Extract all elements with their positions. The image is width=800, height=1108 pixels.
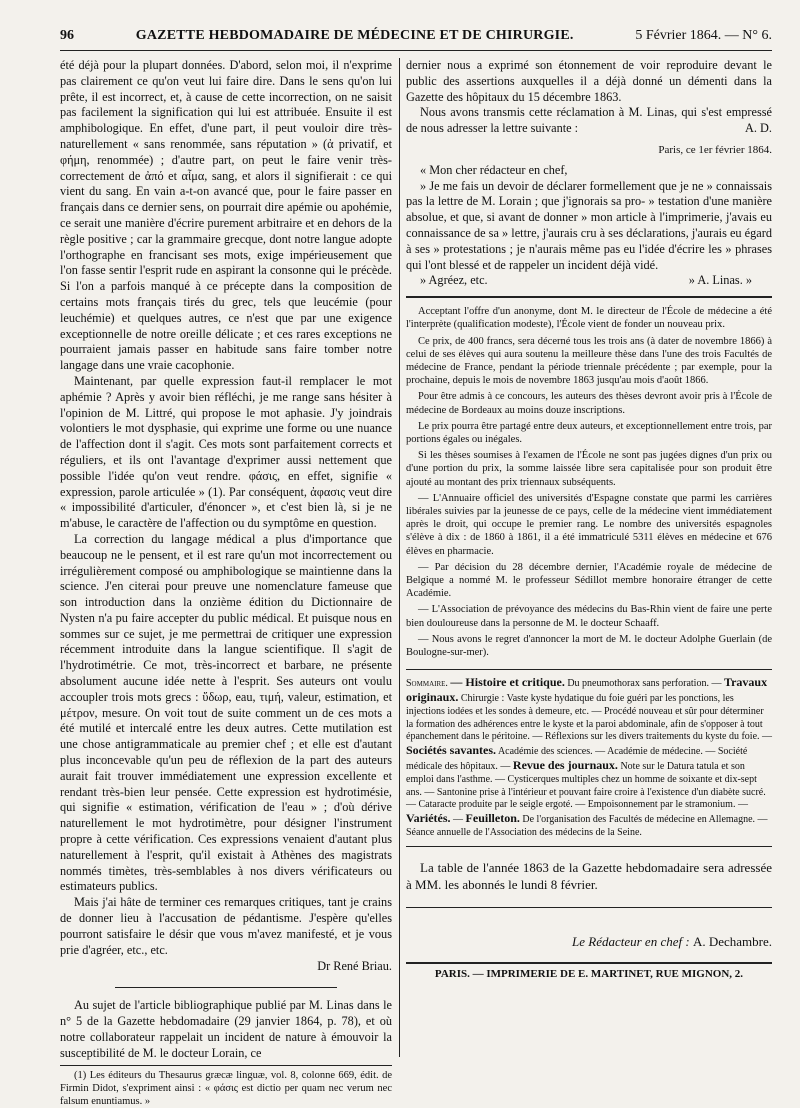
subscriber-notice: La table de l'année 1863 de la Gazette hebdomadaire sera adressée à MM. les abonnés le lundi 8 février. bbox=[406, 859, 772, 892]
section-text: Note sur le Datura tatula et son emploi dans l'asthme. — Cysticerques multiples chez un homme de soixante et dix-sept ans. — Santonine prise à l'intérieur et pouvant faire croire à l'existence d'un diabète sucré. — Cataracte produite par le seigle ergoté. — Empoisonnement par le stramonium. — bbox=[406, 761, 766, 811]
news-item: Pour être admis à ce concours, les auteurs des thèses devront avoir pris à l'École de médecine de Bordeaux au moins douze inscriptions. bbox=[406, 391, 772, 416]
section-heading: Feuilleton. bbox=[465, 811, 520, 826]
paragraph bbox=[406, 105, 772, 137]
initials-signature: A. D. bbox=[745, 121, 772, 136]
paragraph: Mais j'ai hâte de terminer ces remarques critiques, tant je crains de donner lieu à l'accusation de pédantisme. J'espère qu'elles pourront satisfaire le désir que vous m'avez manifesté, et je vous prie d'agréer, etc., etc. bbox=[60, 895, 392, 957]
news-item: — Par décision du 28 décembre dernier, l'Académie royale de médecine de Belgique a nommé M. le professeur Sédillot membre honoraire étranger de cette Académie. bbox=[406, 561, 772, 600]
section-rule bbox=[406, 296, 772, 298]
footnote-text: (1) Les éditeurs du Thesaurus græcæ linguæ, vol. 8, colonne 669, édit. de Firmin Didot, s'expriment ainsi : « φάσις est dictio per quam nec verum nec falsum enuntiamus. » bbox=[60, 1070, 392, 1108]
editor-line bbox=[406, 934, 772, 950]
paragraph: Maintenant, par quelle expression faut-il remplacer le mot aphémie ? Après y avoir bien réfléchi, je me range sans hésiter à l'opinion de M. Littré, qui propose le mot aphasie. J'y joindrais volontiers le mot dysphasie, qui exprime une forme ou une nuance de l'affection dont il s'agit. Ces mots sont parfaitement corrects et réguliers, et ils ont l'avantage d'exprimer aussi nettement que possible l'idée qu'on veut rendre. φάσις, en effet, signifie « expression, parole articulée » (1). Par conséquent, ἀφασις veut dire « impossibilité d'articuler, d'énoncer », et c'est bien là, si je ne m'abuse, le caractère de l'affection ou du symptôme en question. bbox=[60, 373, 392, 531]
news-item: Acceptant l'offre d'un anonyme, dont M. le directeur de l'École de médecine a été l'interprète (qualification modeste), l'École vient de fonder un nouveau prix. bbox=[406, 306, 772, 331]
news-item: — L'Annuaire officiel des universités d'Espagne constate que parmi les carrières libérales suivies par la jeunesse de ce pays, celle de la médecine vient immédiatement après le droit, qui occupe le premier rang. Le nombre des universités espagnoles s'élève à dix : de 1860 à 1861, il a été immatriculé 5311 élèves en médecine et 676 élèves en pharmacie. bbox=[406, 492, 772, 557]
section-heading: Sociétés savantes. bbox=[406, 743, 496, 758]
letter-close-text: » Agréez, etc. bbox=[420, 273, 488, 288]
section-heading: Revue des journaux. bbox=[512, 758, 618, 773]
editor-name: A. Dechambre. bbox=[692, 933, 772, 949]
table-of-contents bbox=[406, 669, 772, 847]
author-signature: Dr René Briau. bbox=[317, 959, 392, 974]
news-item: Si les thèses soumises à l'examen de l'École ne sont pas jugées dignes d'un prix ou d'une portion du prix, la somme laissée libre sera capitalisée pour son produit être ajouté au montant des prix triennaux subséquents. bbox=[406, 450, 772, 488]
section-text: De l'organisation des Facultés de médecine en Allemagne. — Séance annuelle de l'Association des médecins de la Seine. bbox=[406, 814, 768, 838]
news-section bbox=[406, 305, 772, 659]
paragraph: été déjà pour la plupart données. D'abord, selon moi, il n'exprime pas clairement ce qu'on veut lui faire dire. Dans le sens qu'on lui prête, il est incorrect, et, à cause de cette incorrection, on ne saisit pas facilement la signification qui lui est attribuée. Ensuite il est amphibologique. En effet, d'une part, il peut vouloir dire très-naturellement « sans renommée, sans réputation » (ἀ privatif, et φήμη, renommée) ; d'autre part, on peut le faire venir très-correctement de ἀπό et αἷμα, sang, et alors il signifierait : ce qui vient du sang. En vain a-t-on avancé que, pour le faire passer en français dans ce dernier sens, on pourrait dire apémie ou apohémie, ce serait une manière d'écrire purement arbitraire et en dehors de la règle positive ; car la grammaire grecque, dont notre langue adopte l'orthographe en francisant ses mots, exige impérieusement que l'on fasse sentir l'esprit rude en aspirant la consonne qui le précède. Si l'on a parfois manqué à ce précepte dans la composition de certains mots français tirés du grec, tels que leucémie (pour leuchémie) et quelques autres, ce n'est que par une exigence exceptionnelle de notre oreille délicate ; et ces rares exceptions ne pourraient jamais passer en habitude sans faire tomber notre langage dans une vraie cacophonie. bbox=[60, 58, 392, 373]
section-text: Chirurgie : Vaste kyste hydatique du foie guéri par les ponctions, les injections iodées et les sondes à demeure, etc. — Procédé nouveau et sûr pour déterminer la formation des adhérences entre le kyste et la paroi abdominale, afin de s'opposer à tout épanchement dans le péritoine. — Réflexions sur les divers traitements du kyste du foie. — bbox=[406, 693, 773, 743]
letter-body: » Je me fais un devoir de déclarer formellement que je ne » connaissais pas la lettre de M. Lorain ; que j'ignorais sa pro- » testation d'une manière absolue, et que, si avant de donner » mon article à l'imprimerie, j'avais eu connaissance de sa » lettre, j'aurais cru à ses déclarations, j'aurais eu égard à ses » protestations ; je n'aurais même pas eu l'idée d'écrire les » phrases qui l'ont blessé et de rappeler un incident déjà vidé. bbox=[406, 178, 772, 272]
letter-signature: » A. Linas. » bbox=[688, 273, 752, 288]
sommaire-label: Sommaire. bbox=[406, 678, 448, 690]
letter-close bbox=[406, 273, 772, 289]
footnote bbox=[60, 1065, 392, 1108]
section-separator bbox=[115, 987, 337, 988]
column-divider bbox=[399, 58, 400, 1057]
printer-imprint: PARIS. — IMPRIMERIE DE E. MARTINET, RUE MIGNON, 2. bbox=[406, 962, 772, 980]
paragraph: Au sujet de l'article bibliographique publié par M. Linas dans le n° 5 de la Gazette hebdomadaire (29 janvier 1864, p. 78), et où notre collaborateur rappelait un incident de nature à émouvoir la susceptibilité de M. le docteur Lorain, ce bbox=[60, 998, 392, 1060]
columns bbox=[60, 58, 773, 1108]
section-rule bbox=[406, 907, 772, 908]
news-item: — L'Association de prévoyance des médecins du Bas-Rhin vient de faire une perte bien douloureuse dans la personne de M. le docteur Schaaff. bbox=[406, 604, 772, 629]
paragraph-text: Nous avons transmis cette réclamation à M. Linas, qui s'est empressé de nous adresser la lettre suivante : bbox=[406, 105, 772, 136]
left-column bbox=[60, 58, 392, 1108]
separator-text: — bbox=[450, 814, 466, 826]
editor-label: Le Rédacteur en chef : bbox=[572, 933, 690, 949]
section-text: Académie des sciences. — Académie de médecine. — Société médicale des hôpitaux. — bbox=[406, 746, 748, 773]
news-item: — Nous avons le regret d'annoncer la mort de M. le docteur Adolphe Guerlain (de Boulogne-sur-mer). bbox=[406, 633, 772, 659]
section-heading: Travaux originaux. bbox=[406, 675, 768, 705]
section-heading: — Histoire et critique. bbox=[450, 675, 565, 690]
journal-title: GAZETTE HEBDOMADAIRE DE MÉDECINE ET DE CHIRURGIE. bbox=[135, 28, 574, 43]
letter-date: Paris, ce 1er février 1864. bbox=[658, 143, 772, 156]
paragraph: dernier nous a exprimé son étonnement de voir reproduire devant le public des assertions auxquelles il a déjà donné un démenti dans la Gazette des hôpitaux du 15 décembre 1863. bbox=[406, 58, 772, 104]
running-header bbox=[60, 28, 772, 51]
paragraph: La correction du langage médical a plus d'importance que beaucoup ne le pensent, et il est rare qu'un mot incorrectement ou irrégulièrement composé ou amphibologique se maintienne dans la science. J'en citerai pour preuve une nomenclature fameuse que son introduction dans la onzième édition du Dictionnaire de Nysten n'a pu faire accepter du public médical. Et puisque nous en sommes sur ce sujet, je me permettrai de critiquer une expression récemment introduite dans la langue scientifique. Il s'agit de l'hydrotimétrie. Ce mot, très-incorrect et barbare, ne présente absolument aucune idée nette à l'esprit. Ses auteurs ont voulu accoupler trois mots grecs : ὕδωρ, eau, τιμή, valeur, estimation, et μέτρον, mesure. On voit tout de suite comment un de ces mots a été mutilé et intercalé entre les deux autres. Cette mutilation est une chose antigrammaticale au premier chef ; et elle est d'autant plus inconcevable qu'un peu de réflexion de la part des auteurs aurait fait trouver immédiatement une expression excellente et rendant très-bien leur pensée. Cette expression est hydrotimésie, qui signifie « estimation, vérification de l'eau » ; d'où dérive naturellement le mot hydrotimètre, pour désigner l'instrument propre à cette vérification. Ces expressions venaient d'autant plus naturellement à l'esprit, qu'il existait à Athènes des magistrats nommés timètes, très-semblables à nos divers vérificateurs ou estimateurs publics. bbox=[60, 531, 392, 894]
news-item: Le prix pourra être partagé entre deux auteurs, et exceptionnellement entre trois, par portions égales ou inégales. bbox=[406, 420, 772, 445]
letter-salutation: « Mon cher rédacteur en chef, bbox=[420, 162, 568, 177]
section-heading: Variétés. bbox=[406, 811, 451, 826]
news-item: Ce prix, de 400 francs, sera décerné tous les trois ans (à dater de novembre 1866) à celui de ses élèves qui aura soutenu la meilleure thèse dans l'une des trois Facultés de médecine de France, pendant la période triennale précédente ; par exemple, pour la prochaine, depuis le mois de novembre 1863 jusqu'au mois d'août 1866. bbox=[406, 335, 772, 387]
right-column bbox=[406, 58, 772, 1087]
issue-info: 5 Février 1864. — N° 6. bbox=[635, 28, 772, 43]
page-number: 96 bbox=[60, 28, 74, 43]
section-text: Du pneumothorax sans perforation. — bbox=[567, 678, 722, 690]
